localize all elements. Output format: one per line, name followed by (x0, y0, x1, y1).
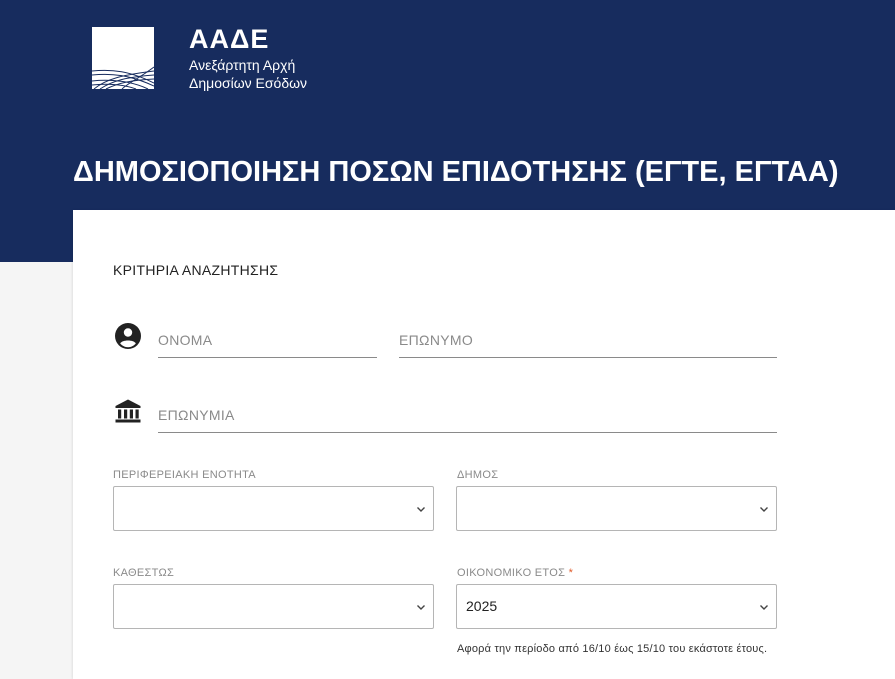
chevron-down-icon (758, 601, 770, 613)
municipality-label: ΔΗΜΟΣ (457, 469, 499, 481)
fiscal-year-helper-text: Αφορά την περίοδο από 16/10 έως 15/10 του εκάστοτε έτους. (457, 643, 768, 655)
brand-title: ΑΑΔΕ (189, 24, 270, 54)
aade-emblem-icon[interactable] (92, 27, 154, 89)
first-name-field[interactable] (158, 320, 377, 358)
region-select[interactable] (113, 486, 434, 531)
region-label: ΠΕΡΙΦΕΡΕΙΑΚΗ ΕΝΟΤΗΤΑ (113, 469, 256, 481)
search-card (73, 210, 895, 679)
fiscal-year-select[interactable] (456, 584, 777, 629)
last-name-field[interactable] (399, 320, 777, 358)
company-name-input[interactable] (158, 395, 777, 432)
fiscal-year-label-text: ΟΙΚΟΝΟΜΙΚΟ ΕΤΟΣ (457, 567, 566, 579)
account-circle-icon (113, 321, 143, 351)
brand-subtitle-line1: Ανεξάρτητη Αρχή (189, 57, 296, 73)
institution-icon (113, 396, 143, 426)
page-title: ΔΗΜΟΣΙΟΠΟΙΗΣΗ ΠΟΣΩΝ ΕΠΙΔΟΤΗΣΗΣ (ΕΓΤΕ, ΕΓΤΑΑ) (73, 156, 839, 188)
fiscal-year-value: 2025 (466, 598, 498, 614)
chevron-down-icon (415, 503, 427, 515)
status-select[interactable] (113, 584, 434, 629)
last-name-input[interactable] (399, 320, 777, 357)
status-label: ΚΑΘΕΣΤΩΣ (113, 567, 175, 579)
section-title: ΚΡΙΤΗΡΙΑ ΑΝΑΖΗΤΗΣΗΣ (113, 262, 279, 278)
fiscal-year-label (457, 567, 573, 579)
chevron-down-icon (758, 503, 770, 515)
chevron-down-icon (415, 601, 427, 613)
brand-subtitle-line2: Δημοσίων Εσόδων (189, 75, 308, 91)
municipality-select[interactable] (456, 486, 777, 531)
company-name-field[interactable] (158, 395, 777, 433)
required-mark: * (568, 567, 574, 579)
first-name-input[interactable] (158, 320, 377, 357)
